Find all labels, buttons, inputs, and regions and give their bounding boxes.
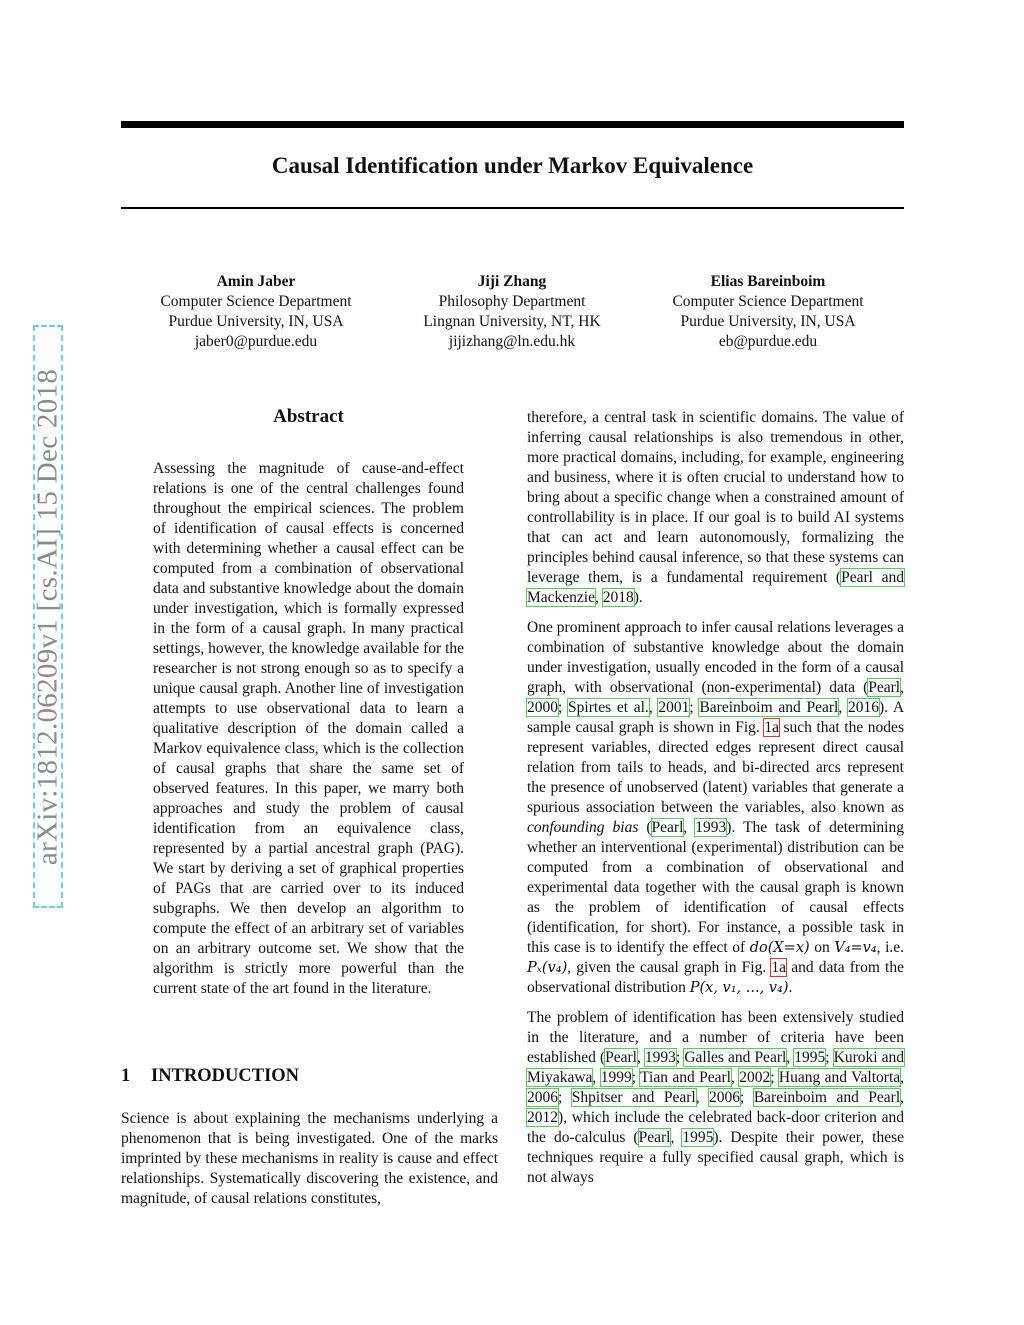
paragraph-text: on xyxy=(809,939,835,956)
intro-paragraph-3: The problem of identification has been extensively studied in the literature, and a number of criteria have been established (Pearl, 1993; Galles and Pearl, 1995; Kuroki and Miyakawa, 1999; Tian and Pearl, 2002; Huang and Valtorta, 2006; Shpitser and Pearl, 2006; Bareinboim and Pearl, 2012), which include the celebrated back-door criterion and the do-calculus (Pearl, 1995). Despite their power, these techniques require a fully specified causal graph, which is not always xyxy=(527,1009,905,1186)
author-block-1 xyxy=(136,272,376,352)
paragraph-text: . xyxy=(788,979,793,996)
paragraph-text: ). Despite their power, these techniques require a fully specified causal graph, which is not always xyxy=(527,1129,904,1186)
citation-year-link[interactable]: 2001 xyxy=(658,699,690,716)
citation-link[interactable]: Galles and Pearl xyxy=(684,1049,787,1066)
figure-reference-link[interactable]: 1a xyxy=(764,719,779,736)
intro-paragraph-1-continued: therefore, a central task in scientific domains. The value of inferring causal relationships is also tremendous in other, more practical domains, including, for example, engineering and business, where it is often crucial to understand how to bring about a specific change when a constrained amount of controllability is in place. If our goal is to build AI systems that can act and learn autonomously, formalizing the principles behind causal inference, so that these systems can leverage them, is a fundamental requirement (Pearl and Mackenzie, 2018). xyxy=(527,409,904,606)
math-expression: Pₓ(v₄) xyxy=(527,960,568,976)
citation-link[interactable]: Shpitser and Pearl xyxy=(571,1089,696,1106)
citation-year-link[interactable]: 2002 xyxy=(739,1069,771,1086)
left-column-body xyxy=(121,1109,498,1209)
paragraph-text: ). A sample causal graph is shown in Fig. xyxy=(527,699,905,736)
citation-year-link[interactable]: 2000 xyxy=(527,699,558,716)
citation-link[interactable]: Pearl xyxy=(651,819,684,836)
citation-year-link[interactable]: 2016 xyxy=(847,699,879,716)
author-department: Computer Science Department xyxy=(672,293,864,310)
citation-link[interactable]: Bareinboim and Pearl xyxy=(699,699,839,716)
author-name: Jiji Zhang xyxy=(477,273,547,290)
citation-link[interactable]: Pearl xyxy=(638,1129,671,1146)
intro-paragraph-1: Science is about explaining the mechanisms underlying a phenomenon that is being investigated. One of the marks imprinted by these mechanisms in reality is cause and effect relationships. Systematically discovering the existence, and magnitude, of causal relations constitutes, xyxy=(121,1110,498,1207)
author-email[interactable]: jijizhang@ln.edu.hk xyxy=(448,333,576,350)
paragraph-text: therefore, a central task in scientific domains. The value of inferring causal relationships is also tremendous in other, more practical domains, including, for example, engineering and business, where it is often crucial to understand how to bring about a specific change when a constrained amount of controllability is in place. If our goal is to build AI systems that can act and learn autonomously, formalizing the principles behind causal inference, so that these systems can leverage them, is a fundamental requirement ( xyxy=(527,409,904,586)
citation-link[interactable]: Spirtes et al. xyxy=(568,699,649,716)
paragraph-text: , i.e. xyxy=(876,939,905,956)
intro-paragraph-2: One prominent approach to infer causal relations leverages a combination of substantive knowledge about the domain under investigation, usually encoded in the form of a causal graph, with observational (non-experimental) data (Pearl, 2000; Spirtes et al., 2001; Bareinboim and Pearl, 2016). A sample causal graph is shown in Fig. 1a such that the nodes represent variables, directed edges represent direct causal relation from tails to heads, and bi-directed arcs represent the presence of unobserved (latent) variables that generate a spurious association between the variables, also known as confounding bias (Pearl, 1993). The task of determining whether an interventional (experimental) distribution can be computed from a combination of observational and experimental data together with the causal graph is known as the problem of identification of causal effects (identification, for short). For instance, a possible task in this case is to identify the effect of do(X=x) on V₄=v₄, i.e. Pₓ(v₄), given the causal graph in Fig. 1a and data from the observational distribution P(x, v₁, ..., v₄). xyxy=(527,619,905,996)
title-top-rule xyxy=(121,121,904,128)
citation-year-link[interactable]: 1995 xyxy=(794,1049,826,1066)
citation-link[interactable]: Pearl xyxy=(868,679,901,696)
figure-reference-link[interactable]: 1a xyxy=(771,959,787,976)
abstract-heading: Abstract xyxy=(273,406,344,427)
citation-link[interactable]: Bareinboim and Pearl xyxy=(753,1089,901,1106)
author-department: Computer Science Department xyxy=(160,293,352,310)
math-expression: P(x, v₁, ..., v₄) xyxy=(689,980,789,996)
paragraph-text: The problem of identification has been extensively studied in the literature, and a number of criteria have been established ( xyxy=(527,1009,904,1066)
right-column-body xyxy=(527,408,904,1188)
citation-year-link[interactable]: 2018 xyxy=(602,589,634,606)
citation-year-link[interactable]: 1999 xyxy=(600,1069,632,1086)
citation-year-link[interactable]: 2012 xyxy=(527,1109,558,1126)
paragraph-text: ). xyxy=(633,589,643,606)
citation-year-link[interactable]: 1993 xyxy=(695,819,727,836)
paper-title: Causal Identification under Markov Equivalence xyxy=(271,153,754,178)
citation-year-link[interactable]: 2006 xyxy=(527,1089,558,1106)
section-number: 1 xyxy=(121,1066,131,1086)
section-title: INTRODUCTION xyxy=(151,1066,300,1086)
paragraph-text: One prominent approach to infer causal relations leverages a combination of substantive knowledge about the domain under investigation, usually encoded in the form of a causal graph, with observational (non-experimental) data ( xyxy=(527,619,904,696)
citation-link[interactable]: Tian and Pearl xyxy=(640,1069,731,1086)
citation-link[interactable]: Pearl and Mackenzie xyxy=(527,569,904,606)
author-affiliation: Purdue University, IN, USA xyxy=(680,313,856,330)
author-name: Amin Jaber xyxy=(216,273,296,290)
author-department: Philosophy Department xyxy=(438,293,586,310)
author-affiliation: Lingnan University, NT, HK xyxy=(423,313,601,330)
math-expression: do(X=x) xyxy=(749,940,810,956)
citation-link[interactable]: Pearl xyxy=(605,1049,637,1066)
citation-link[interactable]: Kuroki and Miyakawa xyxy=(527,1049,905,1086)
paragraph-text: such that the nodes represent variables, directed edges represent direct causal relation from tails to heads, and bi-directed arcs represent the presence of unobserved (latent) variables that generate a spurious association between the variables, also known as xyxy=(527,719,904,816)
paragraph-text: , given the causal graph in Fig. xyxy=(567,959,772,976)
math-expression: V₄=v₄ xyxy=(834,940,877,956)
author-block-2 xyxy=(392,272,632,352)
author-email[interactable]: eb@purdue.edu xyxy=(718,333,818,350)
arxiv-identifier-text: arXiv:1812.06209v1 [cs.AI] 15 Dec 2018 xyxy=(31,368,64,865)
emphasized-term: confounding bias xyxy=(527,819,639,836)
citation-year-link[interactable]: 1995 xyxy=(682,1129,714,1146)
paragraph-text: ). The task of determining whether an interventional (experimental) distribution can be computed from a combination of observational and experimental data together with the causal graph is known as the problem of identification of causal effects (identification, for short). For instance, a possible task in this case is to identify the effect of xyxy=(527,819,904,956)
paragraph-text: ), which include the celebrated back-door criterion and the do-calculus ( xyxy=(527,1109,904,1146)
section-heading-introduction xyxy=(121,1064,498,1088)
citation-year-link[interactable]: 2006 xyxy=(709,1089,741,1106)
abstract-text: Assessing the magnitude of cause-and-effect relations is one of the central challenges found throughout the empirical sciences. The problem of identification of causal effects is concerned with determining whether a causal effect can be computed from a combination of observational data and substantive knowledge about the domain under investigation, which is formally expressed in the form of a causal graph. In many practical settings, however, the knowledge available for the researcher is not strong enough so as to specify a unique causal graph. Another line of investigation attempts to use observational data to learn a qualitative description of the domain called a Markov equivalence class, which is the collection of causal graphs that share the same set of observed features. In this paper, we marry both approaches and study the problem of causal identification from an equivalence class, represented by a partial ancestral graph (PAG). We start by deriving a set of graphical properties of PAGs that are carried over to its induced subgraphs. We then develop an algorithm to compute the effect of an arbitrary set of variables on an arbitrary outcome set. We show that the algorithm is strictly more powerful than the current state of the art found in the literature. xyxy=(153,460,464,997)
author-email[interactable]: jaber0@purdue.edu xyxy=(194,333,318,350)
abstract-body xyxy=(153,459,464,999)
title-bottom-rule xyxy=(121,207,904,209)
citation-link[interactable]: Huang and Valtorta xyxy=(778,1069,901,1086)
arxiv-identifier-stamp xyxy=(33,325,63,908)
paragraph-text: ( xyxy=(638,819,652,836)
paragraph-text: and data from the observational distribution xyxy=(527,959,904,996)
author-block-3 xyxy=(648,272,888,352)
author-affiliation: Purdue University, IN, USA xyxy=(168,313,344,330)
author-name: Elias Bareinboim xyxy=(710,273,826,290)
citation-year-link[interactable]: 1993 xyxy=(644,1049,676,1066)
